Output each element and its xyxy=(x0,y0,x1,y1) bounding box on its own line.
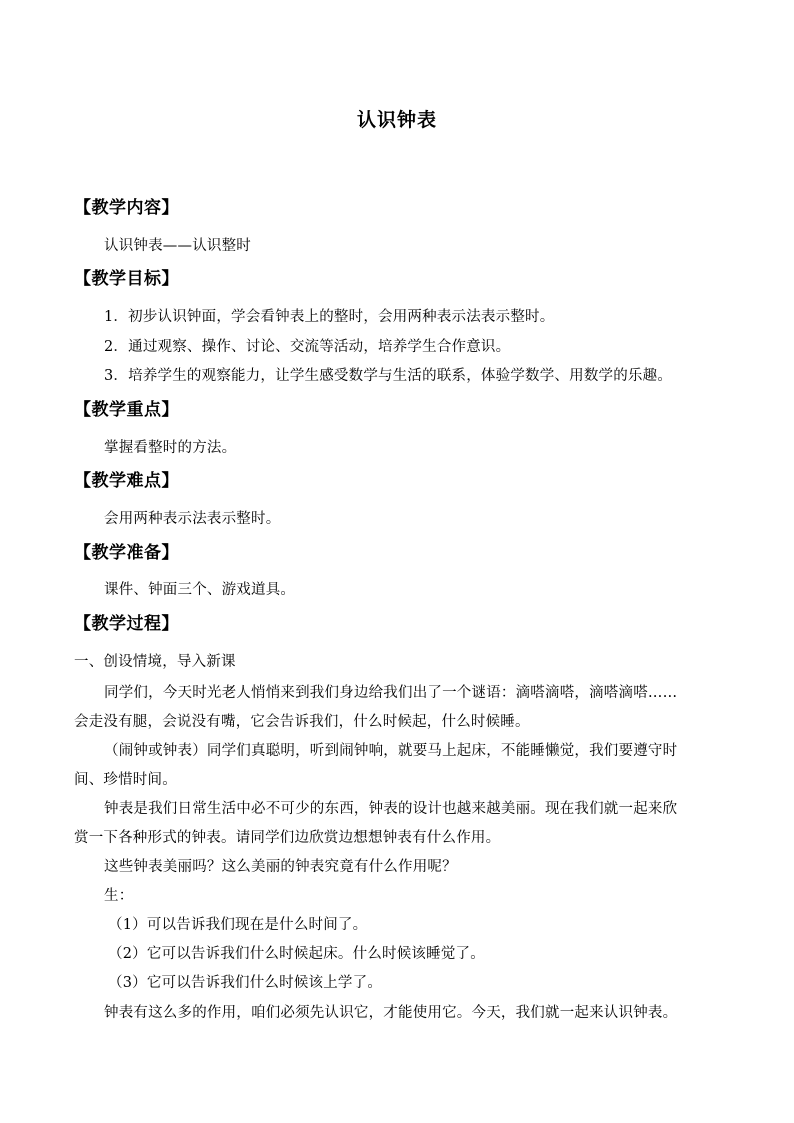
page-title: 认识钟表 xyxy=(356,109,437,131)
process-paragraph-6: 钟表有这么多的作用，咱们必须先认识它，才能使用它。今天，我们就一起来认识钟表。 xyxy=(104,1005,678,1021)
heading-preparation: 【教学准备】 xyxy=(74,543,179,563)
heading-key-point: 【教学重点】 xyxy=(74,400,179,420)
answer-item-3: （3）它可以告诉我们什么时候该上学了。 xyxy=(108,975,383,991)
process-paragraph-4: 这些钟表美丽吗？这么美丽的钟表究竟有什么作用呢？ xyxy=(104,859,457,875)
difficulty-text: 会用两种表示法表示整时。 xyxy=(104,511,281,527)
process-paragraph-3-line-1: 钟表是我们日常生活中必不可少的东西，钟表的设计也越来越美丽。现在我们就一起来欣 xyxy=(104,801,678,817)
goal-item-3: 3．培养学生的观察能力，让学生感受数学与生活的联系，体验学数学、用数学的乐趣。 xyxy=(104,368,673,384)
process-paragraph-2-line-2: 间、珍惜时间。 xyxy=(74,772,177,788)
teaching-content-text: 认识钟表——认识整时 xyxy=(104,238,251,254)
goal-item-1: 1．初步认识钟面，学会看钟表上的整时，会用两种表示法表示整时。 xyxy=(104,309,555,325)
process-step1-title: 一、创设情境，导入新课 xyxy=(74,654,236,670)
process-paragraph-3-line-2: 赏一下各种形式的钟表。请同学们边欣赏边想想钟表有什么作用。 xyxy=(74,830,501,846)
process-paragraph-1-line-2: 会走没有腿，会说没有嘴，它会告诉我们，什么时候起，什么时候睡。 xyxy=(74,714,530,730)
answer-item-2: （2）它可以告诉我们什么时候起床。什么时候该睡觉了。 xyxy=(108,946,485,962)
process-paragraph-2-line-1: （闹钟或钟表）同学们真聪明，听到闹钟响，就要马上起床，不能睡懒觉，我们要遵守时 xyxy=(104,743,678,759)
answer-item-1: （1）可以告诉我们现在是什么时间了。 xyxy=(108,917,368,933)
heading-teaching-process: 【教学过程】 xyxy=(74,614,179,634)
process-paragraph-1-line-1: 同学们，今天时光老人悄悄来到我们身边给我们出了一个谜语：滴嗒滴嗒，滴嗒滴嗒…… xyxy=(104,685,678,701)
heading-difficulty: 【教学难点】 xyxy=(74,471,179,491)
heading-teaching-goals: 【教学目标】 xyxy=(74,269,179,289)
heading-teaching-content: 【教学内容】 xyxy=(74,198,179,218)
preparation-text: 课件、钟面三个、游戏道具。 xyxy=(104,582,296,598)
key-point-text: 掌握看整时的方法。 xyxy=(104,440,237,456)
goal-item-2: 2．通过观察、操作、讨论、交流等活动，培养学生合作意识。 xyxy=(104,339,511,355)
process-paragraph-5: 生： xyxy=(104,888,134,904)
